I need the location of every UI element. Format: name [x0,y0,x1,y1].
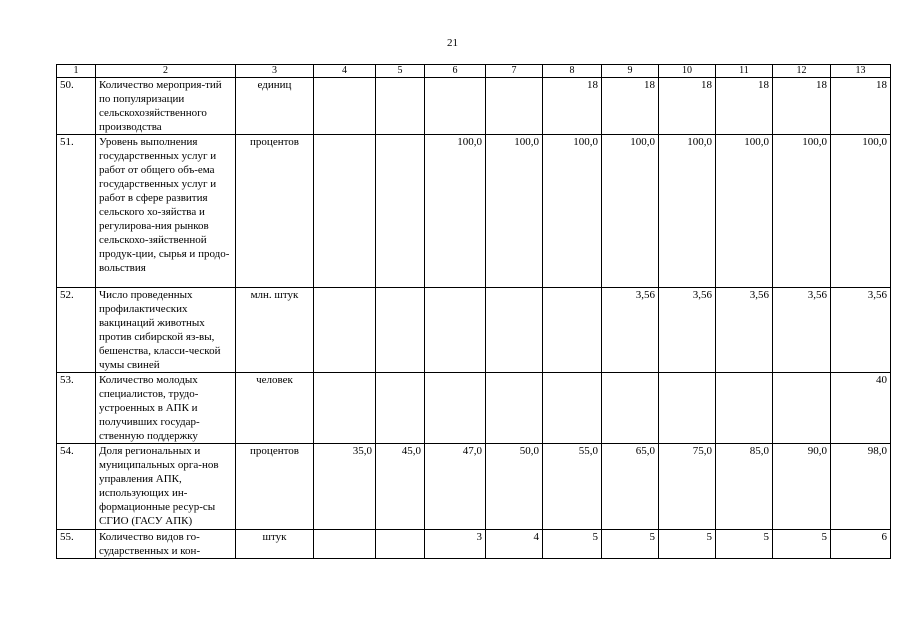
value-cell [314,288,376,373]
column-header: 13 [831,65,891,78]
value-cell: 5 [543,530,602,559]
value-cell: 40 [831,373,891,444]
value-cell: 100,0 [486,135,543,288]
column-header: 7 [486,65,543,78]
row-number: 55. [57,530,96,559]
value-cell [314,530,376,559]
indicator-name: Уровень выполнения государственных услуг и работ от общего объ-ема государственных услуг и работ в сфере развития сельского хо-зяйства и регулирова-ния рынков сельскохо-зяйственной продук-ции, сырья и продо-вольствия [96,135,236,288]
value-cell: 100,0 [773,135,831,288]
value-cell: 5 [602,530,659,559]
value-cell: 55,0 [543,444,602,530]
unit-cell: процентов [236,135,314,288]
value-cell [376,530,425,559]
value-cell: 18 [716,78,773,135]
value-cell [543,373,602,444]
value-cell: 98,0 [831,444,891,530]
value-cell: 100,0 [602,135,659,288]
value-cell [376,78,425,135]
value-cell: 90,0 [773,444,831,530]
value-cell: 18 [602,78,659,135]
value-cell: 47,0 [425,444,486,530]
column-header: 2 [96,65,236,78]
value-cell: 65,0 [602,444,659,530]
row-number: 54. [57,444,96,530]
value-cell: 18 [659,78,716,135]
indicator-name: Количество молодых специалистов, трудо-устроенных в АПК и получивших государ-ственную поддержку [96,373,236,444]
value-cell [314,78,376,135]
value-cell: 6 [831,530,891,559]
value-cell [314,373,376,444]
indicator-name: Число проведенных профилактических вакцинаций животных против сибирской яз-вы, бешенства, класси-ческой чумы свиней [96,288,236,373]
value-cell: 100,0 [425,135,486,288]
value-cell: 3,56 [659,288,716,373]
unit-cell: человек [236,373,314,444]
indicator-table [56,64,891,559]
column-header: 3 [236,65,314,78]
table-row [57,444,891,530]
value-cell [716,373,773,444]
value-cell: 100,0 [831,135,891,288]
unit-cell: штук [236,530,314,559]
row-number: 53. [57,373,96,444]
table-header-row [57,65,891,78]
value-cell [376,373,425,444]
column-header: 6 [425,65,486,78]
column-header: 12 [773,65,831,78]
column-header: 11 [716,65,773,78]
indicator-name: Количество видов го-сударственных и кон- [96,530,236,559]
table-row [57,78,891,135]
row-number: 52. [57,288,96,373]
value-cell: 3,56 [773,288,831,373]
value-cell: 3,56 [831,288,891,373]
value-cell: 45,0 [376,444,425,530]
value-cell [773,373,831,444]
column-header: 8 [543,65,602,78]
column-header: 10 [659,65,716,78]
value-cell: 3 [425,530,486,559]
table-row [57,135,891,288]
value-cell [659,373,716,444]
row-number: 51. [57,135,96,288]
value-cell [376,135,425,288]
column-header: 5 [376,65,425,78]
value-cell: 5 [716,530,773,559]
table-row [57,288,891,373]
value-cell [543,288,602,373]
value-cell [486,78,543,135]
value-cell: 75,0 [659,444,716,530]
value-cell [376,288,425,373]
column-header: 4 [314,65,376,78]
value-cell: 85,0 [716,444,773,530]
value-cell: 18 [543,78,602,135]
value-cell: 35,0 [314,444,376,530]
indicator-name: Количество мероприя-тий по популяризации сельскохозяйственного производства [96,78,236,135]
value-cell [425,78,486,135]
value-cell: 3,56 [716,288,773,373]
value-cell: 4 [486,530,543,559]
value-cell: 50,0 [486,444,543,530]
indicator-name: Доля региональных и муниципальных орга-нов управления АПК, использующих ин-формационные ресур-сы СГИО (ГАСУ АПК) [96,444,236,530]
unit-cell: процентов [236,444,314,530]
value-cell: 100,0 [716,135,773,288]
unit-cell: единиц [236,78,314,135]
row-number: 50. [57,78,96,135]
value-cell: 18 [831,78,891,135]
value-cell: 100,0 [659,135,716,288]
page-number: 21 [447,37,458,49]
value-cell: 5 [659,530,716,559]
value-cell [425,288,486,373]
value-cell [425,373,486,444]
value-cell: 3,56 [602,288,659,373]
value-cell [602,373,659,444]
column-header: 9 [602,65,659,78]
table-row [57,373,891,444]
value-cell: 100,0 [543,135,602,288]
value-cell: 18 [773,78,831,135]
column-header: 1 [57,65,96,78]
value-cell [314,135,376,288]
value-cell [486,373,543,444]
value-cell: 5 [773,530,831,559]
value-cell [486,288,543,373]
unit-cell: млн. штук [236,288,314,373]
table-row [57,530,891,559]
